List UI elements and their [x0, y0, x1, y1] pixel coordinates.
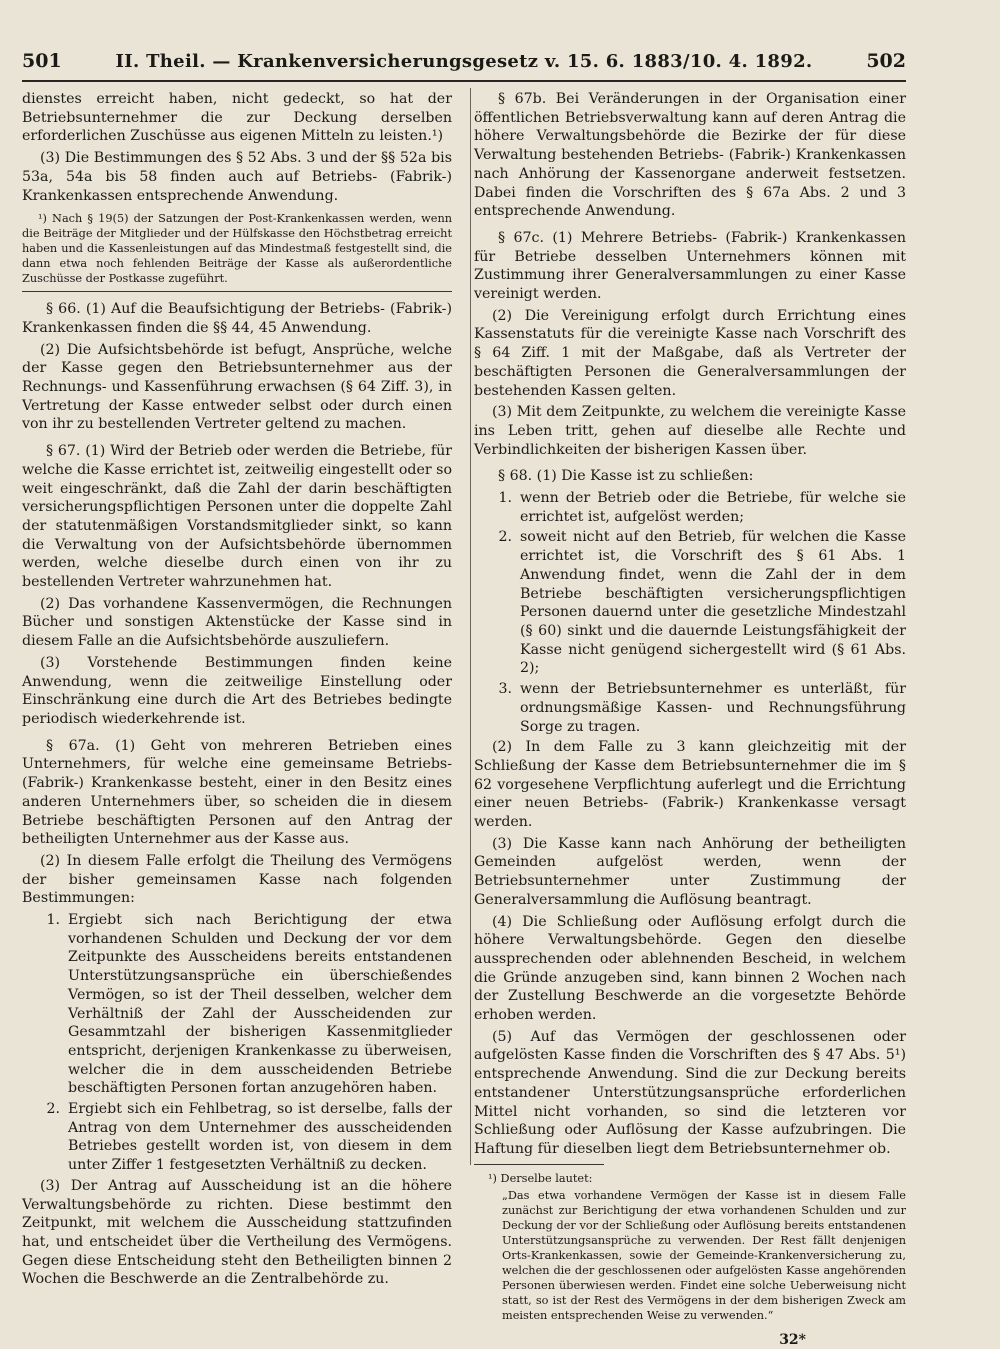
list-item — [474, 489, 906, 526]
page-header — [22, 50, 906, 82]
footnote-quote: „Das etwa vorhandene Vermögen der Kasse ist in diesem Falle zunächst zur Berichtigung der etwa vorhandenen Schulden und zur Deckung der vor der Schließung oder Auflösung bereits entstandenen Unterstützungsansprüche zu verwenden. Der Rest fällt denjenigen Orts-Krankenkassen, sowie der Gemeinde-Krankenversicherung zu, welchen die der geschlossenen oder aufgelösten Kasse angehörenden Personen überwiesen werden. Findet eine solche Ueberweisung nicht statt, so ist der Rest des Vermögens in der dem bisherigen Zweck am meisten entsprechenden Weise zu verwenden.“ — [502, 1188, 906, 1322]
footnote: ¹) Nach § 19(5) der Satzungen der Post-Krankenkassen werden, wenn die Beiträge der Mitglieder und der Hülfskasse den Höchstbetrag erreicht haben und die Kassenleistungen auf das Mindestmaß festgestellt sind, die dann etwa noch fehlenden Beiträge der Kasse als außerordentliche Zuschüsse der Postkasse zugeführt. — [22, 212, 452, 286]
footnote-rule — [474, 1164, 604, 1165]
item-number: 2. — [498, 529, 512, 546]
paragraph: (2) In dem Falle zu 3 kann gleichzeitig mit der Schließung der Kasse dem Betriebsunternehmer die im § 62 vorgesehene Verpflichtung auferlegt und die Errichtung einer neuen Betriebs- (Fabrik-) Krankenkasse versagt werden. — [474, 739, 906, 831]
running-title: II. Theil. — Krankenversicherungsgesetz v. 15. 6. 1883/10. 4. 1892. — [115, 51, 813, 72]
section-67b: § 67b. Bei Veränderungen in der Organisation einer öffentlichen Betriebsverwaltung kann auf deren Antrag die höhere Verwaltungsbehörde die Bezirke der für diese Verwaltung bestehenden Betriebs- (Fabrik-) Krankenkassen nach Anhörung der Kassenorgane anderweit festsetzen. Dabei finden die Vorschriften des § 67a Abs. 2 und 3 entsprechende Anwendung. — [474, 91, 906, 220]
item-text: wenn der Betrieb oder die Betriebe, für welche sie errichtet ist, aufgelöst werden; — [520, 490, 906, 525]
list-item — [22, 1100, 452, 1175]
paragraph: (5) Auf das Vermögen der geschlossenen oder aufgelösten Kasse finden die Vorschriften des § 47 Abs. 5¹) entsprechende Anwendung. Sind die zur Deckung bereits entstandener Unterstützungsansprüche erforderlichen Mittel nicht vorhanden, so sind die letzteren vor Schließung oder Auflösung der Kasse aufzubringen. Die Haftung für dieselben liegt dem Betriebsunternehmer ob. — [474, 1028, 906, 1157]
right-column — [474, 90, 906, 1349]
item-number: 1. — [46, 912, 60, 929]
section-67: § 67. (1) Wird der Betrieb oder werden die Betriebe, für welche die Kasse errichtet ist, zeitweilig eingestellt oder so weit eingeschränkt, daß die Zahl der darin beschäftigten versicherungspflichtigen Personen unter die doppelte Zahl der statutenmäßigen Vorstandsmitglieder sinkt, so kann die Verwaltung von der Aufsichtsbehörde übernommen werden, welche dieselbe durch einen von ihr zu bestellenden Vertreter wahrzunehmen hat. — [22, 443, 452, 591]
paragraph: dienstes erreicht haben, nicht gedeckt, so hat der Betriebsunternehmer die zur Deckung derselben erforderlichen Zuschüsse aus eigenen Mitteln zu leisten.¹) — [22, 91, 452, 145]
list-item — [474, 528, 906, 678]
section-67a: § 67a. (1) Geht von mehreren Betrieben eines Unternehmers, für welche eine gemeinsame Betriebs- (Fabrik-) Krankenkasse besteht, einer in den Besitz eines anderen Unternehmers über, so scheiden die in diesem Betriebe beschäftigten Personen auf den Antrag der betheiligten Unternehmer aus der Kasse aus. — [22, 737, 452, 848]
left-column — [22, 90, 452, 1349]
item-number: 3. — [498, 681, 512, 698]
paragraph: (2) In diesem Falle erfolgt die Theilung des Vermögens der bisher gemeinsamen Kasse nach folgenden Bestimmungen: — [22, 852, 452, 907]
item-text: wenn der Betriebsunternehmer es unterläßt, für ordnungsmäßige Kassen- und Rechnungsführung Sorge zu tragen. — [520, 681, 906, 735]
section-66: § 66. (1) Auf die Beaufsichtigung der Betriebs- (Fabrik-) Krankenkassen finden die §§ 44, 45 Anwendung. — [22, 301, 452, 336]
item-number: 1. — [498, 490, 512, 507]
item-number: 2. — [46, 1101, 60, 1118]
paragraph: (3) Die Kasse kann nach Anhörung der betheiligten Gemeinden aufgelöst werden, wenn der Betriebsunternehmer unter Zustimmung der Generalversammlung die Auflösung beantragt. — [474, 835, 906, 908]
list-item — [474, 680, 906, 736]
paragraph: (2) Die Vereinigung erfolgt durch Errichtung eines Kassenstatuts für die vereinigte Kasse nach Vorschrift des § 64 Ziff. 1 mit der Maßgabe, daß als Vertreter der beschäftigten Personen die Generalversammlungen der bestehenden Kassen gelten. — [474, 307, 906, 399]
item-text: Ergiebt sich ein Fehlbetrag, so ist derselbe, falls der Antrag von dem Unternehmer des ausscheidenden Betriebes gestellt worden ist, von diesem in dem unter Ziffer 1 festgesetzten Verhältniß zu decken. — [68, 1101, 452, 1174]
paragraph: (4) Die Schließung oder Auflösung erfolgt durch die höhere Verwaltungsbehörde. Gegen den dieselbe aussprechenden oder ablehnenden Bescheid, in welchem die Gründe anzugeben sind, kann binnen 2 Wochen nach der Zustellung Beschwerde an die vorgesetzte Behörde erhoben werden. — [474, 913, 906, 1024]
paragraph: (3) Die Bestimmungen des § 52 Abs. 3 und der §§ 52a bis 53a, 54a bis 58 finden auch auf Betriebs- (Fabrik-) Krankenkassen entsprechende Anwendung. — [22, 150, 452, 204]
paragraph: (3) Der Antrag auf Ausscheidung ist an die höhere Verwaltungsbehörde zu richten. Diese bestimmt den Zeitpunkt, mit welchem die Ausscheidung stattzufinden hat, und entscheidet über die Vertheilung des Vermögens. Gegen diese Entscheidung steht den Betheiligten binnen 2 Wochen die Beschwerde an die Zentralbehörde zu. — [22, 1177, 452, 1288]
signature-mark: 32* — [779, 1331, 806, 1348]
page-number-right: 502 — [866, 50, 906, 72]
section-68: § 68. (1) Die Kasse ist zu schließen: — [498, 468, 754, 485]
paragraph: (3) Mit dem Zeitpunkte, zu welchem die vereinigte Kasse ins Leben tritt, gehen auf dieselbe alle Rechte und Verbindlichkeiten der bisherigen Kassen über. — [474, 404, 906, 458]
rule — [22, 291, 452, 292]
paragraph: (3) Vorstehende Bestimmungen finden keine Anwendung, wenn die zeitweilige Einstellung oder Einschränkung eine durch die Art des Betriebes bedingte periodisch wiederkehrende ist. — [22, 654, 452, 727]
paragraph: (2) Die Aufsichtsbehörde ist befugt, Ansprüche, welche der Kasse gegen den Betriebsunternehmer aus der Rechnungs- und Kassenführung erwachsen (§ 64 Ziff. 3), in Vertretung der Kasse entweder selbst oder durch einen von ihr zu bestellenden Vertreter geltend zu machen. — [22, 341, 452, 433]
page-number-left: 501 — [22, 50, 62, 72]
paragraph: (2) Das vorhandene Kassenvermögen, die Rechnungen Bücher und sonstigen Aktenstücke der Kasse sind in diesem Falle an die Aufsichtsbehörde auszuliefern. — [22, 595, 452, 650]
item-text: soweit nicht auf den Betrieb, für welchen die Kasse errichtet ist, die Vorschrift des § 61 Abs. 1 Anwendung findet, wenn die Zahl der in dem Betriebe beschäftigten versicherungspflichtigen Personen dauernd unter die gesetzliche Mindestzahl (§ 60) sinkt und die dauernde Leistungsfähigkeit der Kasse nicht genügend sichergestellt wird (§ 61 Abs. 2); — [520, 529, 906, 677]
footnote-heading: ¹) Derselbe lautet: — [488, 1171, 593, 1185]
list-item — [22, 911, 452, 1098]
item-text: Ergiebt sich nach Berichtigung der etwa vorhandenen Schulden und Deckung der vor dem Zeitpunkte des Ausscheidens bereits entstandenen Unterstützungsansprüche ein überschießendes Vermögen, so ist der Theil desselben, welcher dem Verhältniß der Zahl der Ausscheidenden zur Gesammtzahl der bisherigen Kassenmitglieder entspricht, derjenigen Krankenkasse zu überweisen, welcher die in dem ausscheidenden Betriebe beschäftigten Personen fortan anzugehören haben. — [68, 912, 452, 1097]
text-columns — [22, 90, 906, 1349]
section-67c: § 67c. (1) Mehrere Betriebs- (Fabrik-) Krankenkassen für Betriebe desselben Unternehmers können mit Zustimmung ihrer Generalversammlungen zu einer Kasse vereinigt werden. — [474, 229, 906, 303]
